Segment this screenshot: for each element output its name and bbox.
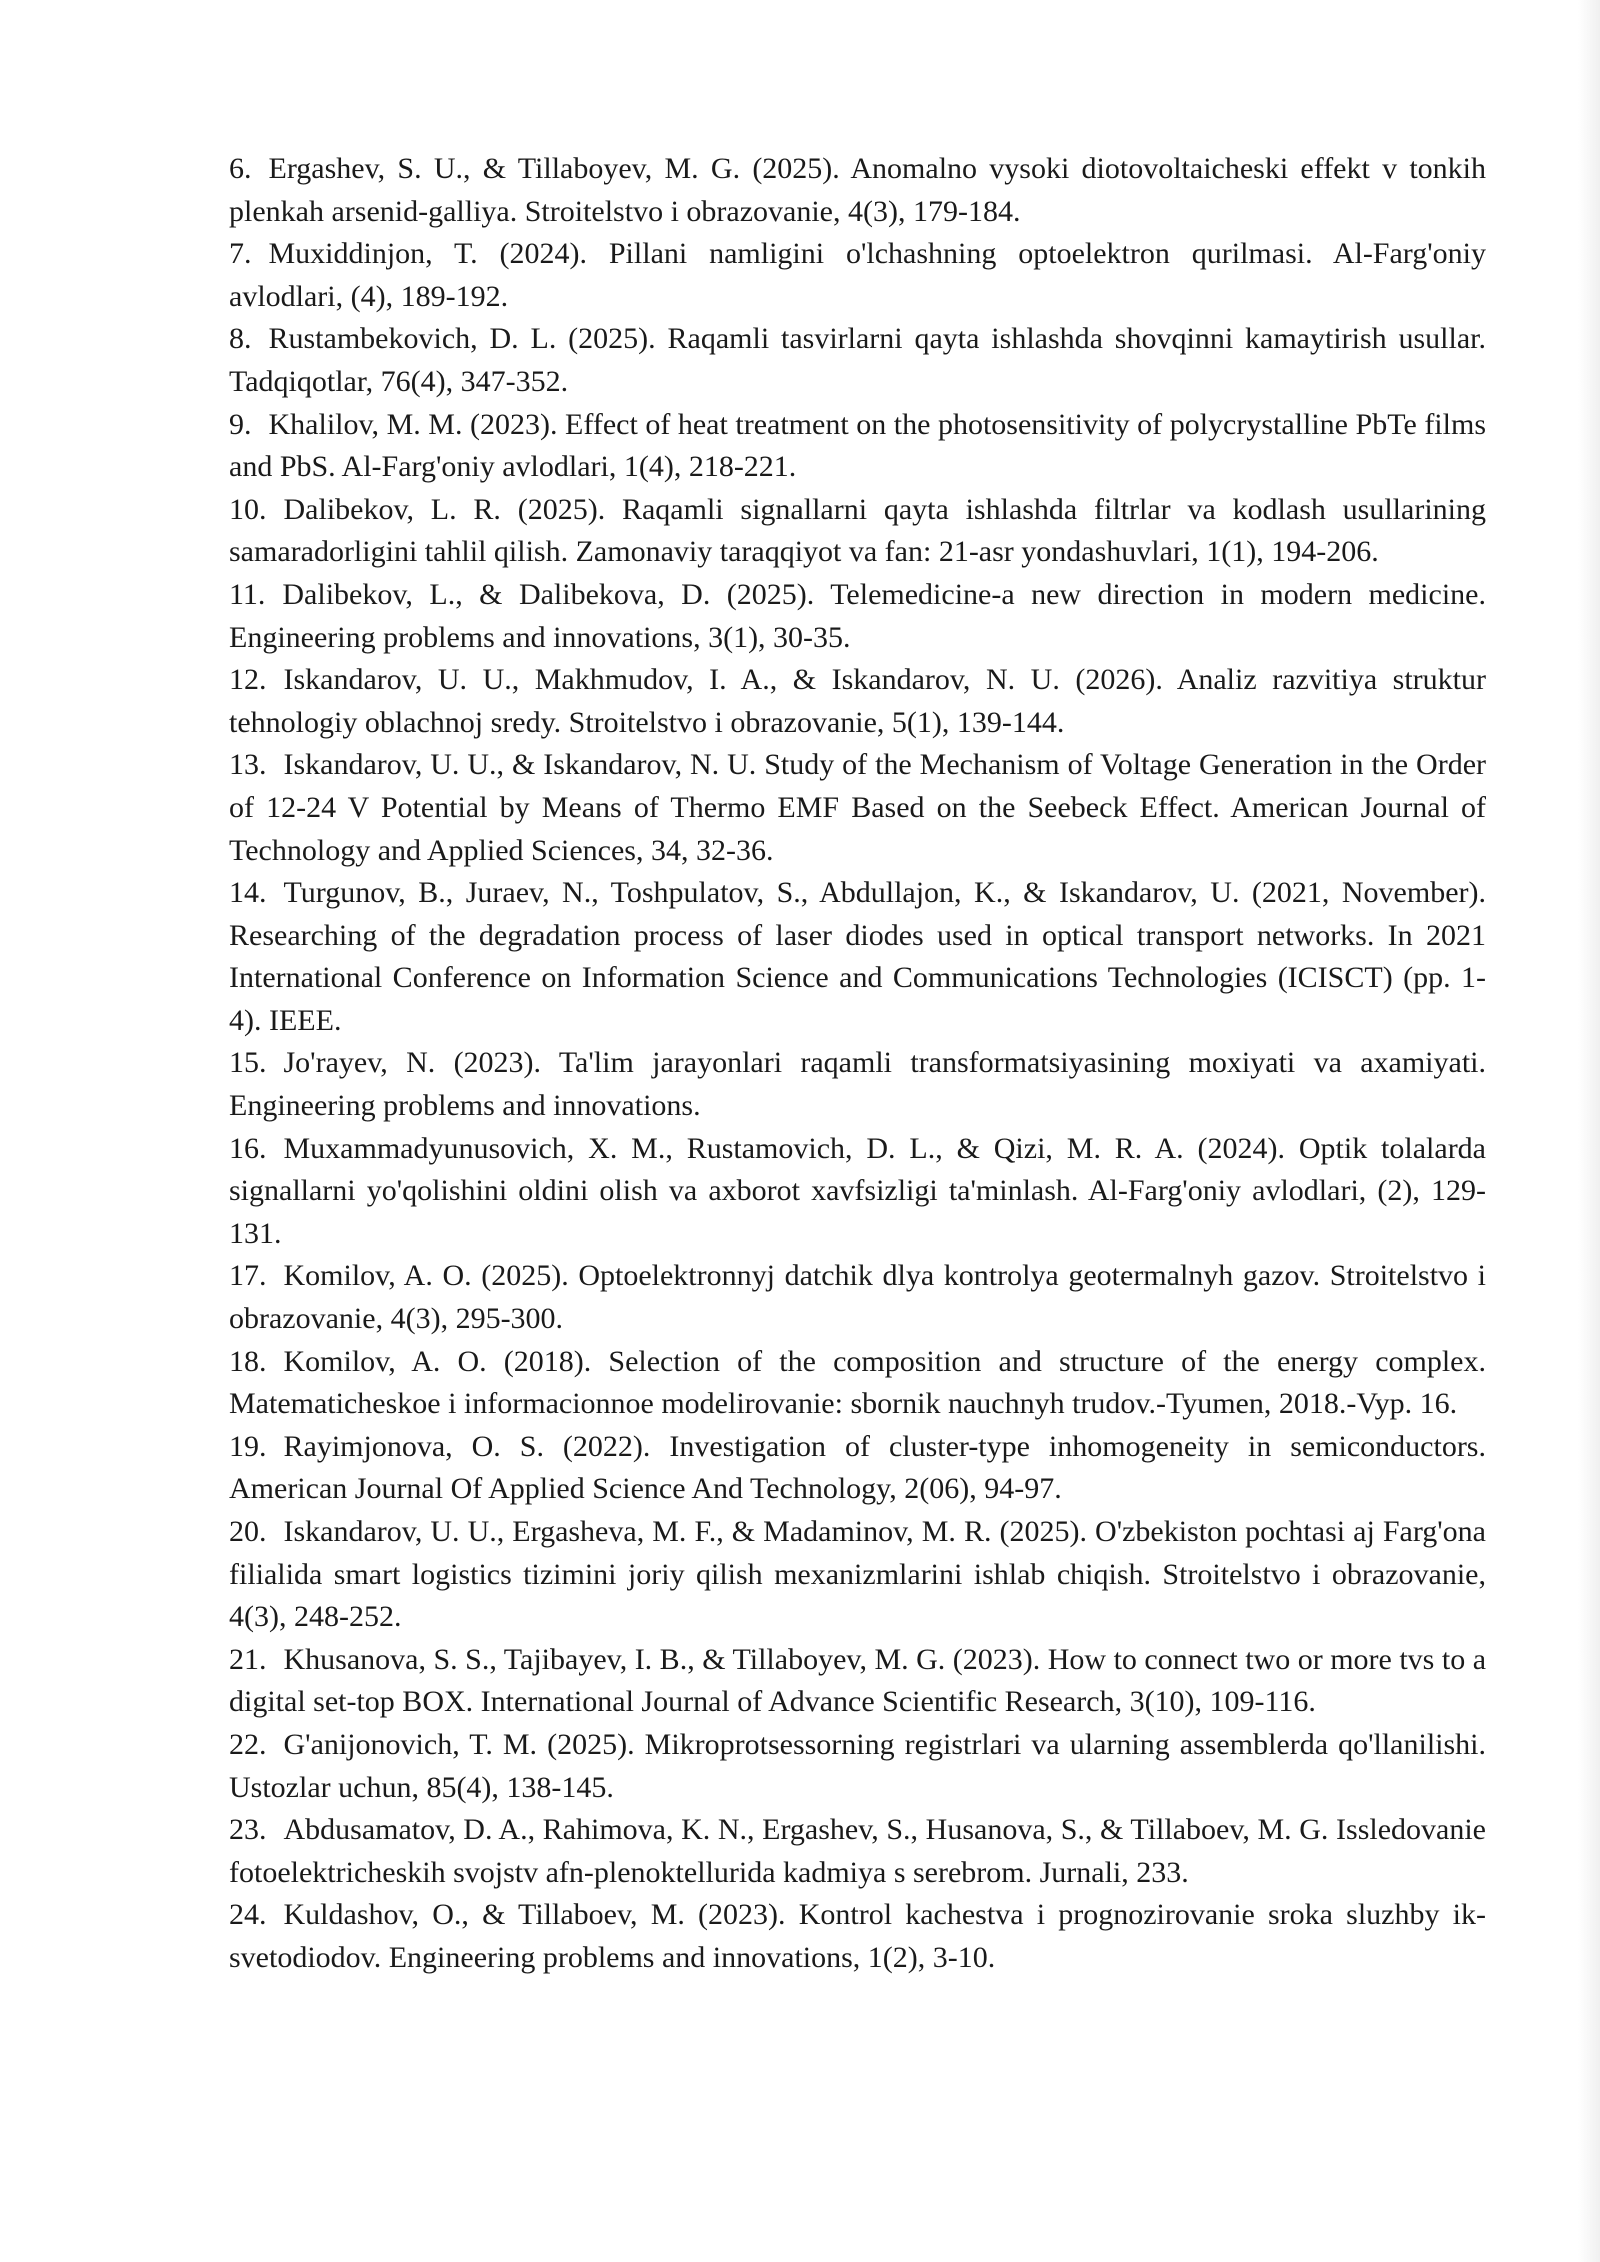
reference-number: 23. [229,1813,267,1847]
reference-number: 21. [229,1642,267,1676]
reference-number: 24. [229,1898,267,1932]
reference-item [229,489,1486,574]
reference-text: Muxammadyunusovich, X. M., Rustamovich, D. L., & Qizi, M. R. A. (2024). Optik tolalarda signallarni yo'qolishini oldini olish va axborot xavfsizligi ta'minlash. Al-Farg'oniy avlodlari, (2), 129-131. [229,1131,1486,1250]
reference-text: Khusanova, S. S., Tajibayev, I. B., & Tillaboyev, M. G. (2023). How to connect two or more tvs to a digital set-top BOX. International Journal of Advance Scientific Research, 3(10), 109-116. [229,1642,1487,1719]
reference-text: Iskandarov, U. U., & Iskandarov, N. U. Study of the Mechanism of Voltage Generation in the Order of 12-24 V Potential by Means of Thermo EMF Based on the Seebeck Effect. American Journal of Technology and Applied Sciences, 34, 32-36. [229,748,1486,867]
reference-item [229,659,1486,744]
reference-list [229,148,1486,1980]
reference-text: Dalibekov, L. R. (2025). Raqamli signallarni qayta ishlashda filtrlar va kodlash usullarining samaradorligini tahlil qilish. Zamonaviy taraqqiyot va fan: 21-asr yondashuvlari, 1(1), 194-206. [229,492,1486,569]
reference-text: Rayimjonova, O. S. (2022). Investigation of cluster-type inhomogeneity in semiconductors. American Journal Of Applied Science And Technology, 2(06), 94-97. [229,1429,1486,1506]
reference-item [229,1341,1486,1426]
reference-text: Komilov, A. O. (2025). Optoelektronnyj datchik dlya kontrolya geotermalnyh gazov. Stroitelstvo i obrazovanie, 4(3), 295-300. [229,1259,1486,1336]
reference-item [229,318,1486,403]
reference-number: 20. [229,1515,267,1548]
reference-text: Turgunov, B., Juraev, N., Toshpulatov, S., Abdullajon, K., & Iskandarov, U. (2021, November). Researching of the degradation process of laser diodes used in optical transport networks. In 2021 International Conference on Information Science and Communications Technologies (ICISCT) (pp. 1-4). IEEE. [229,876,1486,1037]
reference-item [229,148,1486,233]
reference-number: 9. [229,407,252,441]
reference-number: 17. [229,1259,267,1293]
reference-number: 6. [229,152,252,185]
reference-number: 14. [229,876,267,910]
reference-text: G'anijonovich, T. M. (2025). Mikroprotsessorning registrlari va ularning assemblerda qo'llanilishi. Ustozlar uchun, 85(4), 138-145. [229,1727,1486,1804]
reference-item [229,1426,1486,1511]
reference-item [229,233,1486,318]
reference-text: Rustambekovich, D. L. (2025). Raqamli tasvirlarni qayta ishlashda shovqinni kamaytirish usullar. Tadqiqotlar, 76(4), 347-352. [229,322,1486,398]
reference-text: Dalibekov, L., & Dalibekova, D. (2025). Telemedicine-a new direction in modern medicine. Engineering problems and innovations, 3(1), 30-35. [229,577,1486,654]
reference-item [229,1042,1486,1127]
reference-number: 19. [229,1429,267,1463]
reference-number: 13. [229,748,267,782]
reference-text: Ergashev, S. U., & Tillaboyev, M. G. (2025). Anomalno vysoki diotovoltaicheski effekt v tonkih plenkah arsenid-galliya. Stroitelstvo i obrazovanie, 4(3), 179-184. [229,152,1486,228]
reference-text: Jo'rayev, N. (2023). Ta'lim jarayonlari raqamli transformatsiyasining moxiyati va axamiyati. Engineering problems and innovations. [229,1046,1486,1123]
reference-item [229,1639,1486,1724]
reference-number: 8. [229,322,252,356]
reference-text: Iskandarov, U. U., Makhmudov, I. A., & Iskandarov, N. U. (2026). Analiz razvitiya struktur tehnologiy oblachnoj sredy. Stroitelstvo i obrazovanie, 5(1), 139-144. [229,663,1486,739]
reference-item [229,404,1486,489]
reference-number: 22. [229,1727,267,1761]
reference-item [229,1255,1486,1340]
reference-number: 15. [229,1046,267,1080]
reference-item [229,1894,1486,1979]
reference-number: 7. [229,237,252,271]
reference-number: 18. [229,1344,267,1378]
reference-item [229,1511,1486,1639]
reference-text: Kuldashov, O., & Tillaboev, M. (2023). Kontrol kachestva i prognozirovanie sroka sluzhby ik-svetodiodov. Engineering problems and innovations, 1(2), 3-10. [229,1898,1486,1974]
reference-item [229,1128,1486,1256]
reference-text: Khalilov, M. M. (2023). Effect of heat treatment on the photosensitivity of polycrystalline PbTe films and PbS. Al-Farg'oniy avlodlari, 1(4), 218-221. [229,407,1486,484]
reference-text: Muxiddinjon, T. (2024). Pillani namligini o'lchashning optoelektron qurilmasi. Al-Farg'oniy avlodlari, (4), 189-192. [229,237,1486,313]
reference-item [229,872,1486,1042]
reference-text: Iskandarov, U. U., Ergasheva, M. F., & Madaminov, M. R. (2025). O'zbekiston pochtasi aj Farg'ona filialida smart logistics tizimini joriy qilish mexanizmlarini ishlab chiqish. Stroitelstvo i obrazovanie, 4(3), 248-252. [229,1515,1486,1634]
reference-text: Abdusamatov, D. A., Rahimova, K. N., Ergashev, S., Husanova, S., & Tillaboev, M. G. Issledovanie fotoelektricheskih svojstv afn-plenoktellurida kadmiya s serebrom. Jurnali, 233. [229,1813,1486,1889]
reference-number: 11. [229,577,266,611]
reference-number: 12. [229,663,267,697]
reference-item [229,1809,1486,1894]
reference-number: 16. [229,1131,267,1165]
reference-item [229,744,1486,872]
reference-text: Komilov, A. O. (2018). Selection of the composition and structure of the energy complex. Matematicheskoe i informacionnoe modelirovanie: sbornik nauchnyh trudov.-Tyumen, 2018.-Vyp. 16. [229,1344,1486,1421]
reference-number: 10. [229,492,267,526]
reference-item [229,1724,1486,1809]
page-edge-shadow [1578,0,1600,2262]
reference-item [229,574,1486,659]
